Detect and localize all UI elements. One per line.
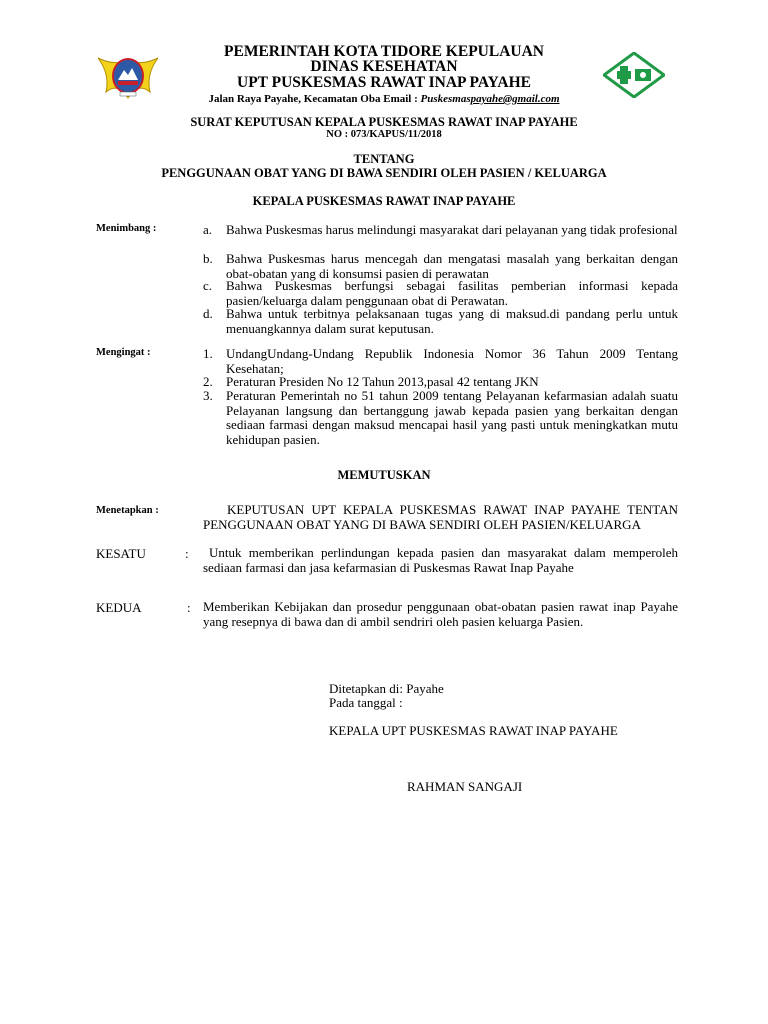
mengingat-label: Mengingat : — [96, 347, 151, 358]
kesatu-text: Untuk memberikan perlindungan kepada pasien dan masyarakat dalam memperoleh sediaan farmasi dan jasa kefarmasian di Puskesmas Rawat Inap Payahe — [203, 545, 678, 575]
decree-title: SURAT KEPUTUSAN KEPALA PUSKESMAS RAWAT INAP PAYAHE — [190, 115, 578, 129]
menimbang-marker-b: b. — [203, 251, 213, 266]
address-text: Jalan Raya Payahe, Kecamatan Oba Email : — [208, 93, 421, 105]
header-line-2: DINAS KESEHATAN — [310, 58, 458, 75]
puskesmas-logo — [603, 52, 665, 98]
menimbang-marker-d: d. — [203, 306, 213, 321]
mengingat-item-2: Peraturan Presiden No 12 Tahun 2013,pasal 42 tentang JKN — [226, 374, 539, 389]
mengingat-item-3: Peraturan Pemerintah no 51 tahun 2009 tentang Pelayanan kefarmasian adalah suatu Pelayanan langsung dan bertanggung jawab kepada pasien yang berkaitan dengan sediaan farmasi dengan maksud mencapai hasil yang pasti untuk meningkatkan mutu kehidupan pasien. — [226, 388, 678, 447]
signature-name: RAHMAN SANGAJI — [407, 779, 523, 794]
signature-date: Pada tanggal : — [329, 695, 403, 710]
kesatu-label: KESATU — [96, 546, 146, 561]
email-part-2: payahe@gmail.com — [470, 93, 560, 105]
email-part-1: Puskesmas — [420, 93, 471, 105]
tentang-heading: TENTANG — [353, 152, 415, 166]
menimbang-item-a: Bahwa Puskesmas harus melindungi masyarakat dari pelayanan yang tidak profesional — [226, 222, 678, 237]
decree-subject: PENGGUNAAN OBAT YANG DI BAWA SENDIRI OLEH PASIEN / KELUARGA — [161, 166, 607, 180]
mengingat-marker-3: 3. — [203, 388, 213, 403]
mengingat-marker-2: 2. — [203, 374, 213, 389]
header-line-1: PEMERINTAH KOTA TIDORE KEPULAUAN — [224, 43, 544, 60]
kesatu-colon: : — [185, 546, 189, 561]
mengingat-marker-1: 1. — [203, 346, 213, 361]
signature-position: KEPALA UPT PUSKESMAS RAWAT INAP PAYAHE — [329, 723, 618, 738]
kedua-colon: : — [187, 600, 191, 615]
email-text[interactable] — [421, 93, 560, 105]
decree-number: NO : 073/KAPUS/11/2018 — [326, 129, 442, 140]
kedua-text: Memberikan Kebijakan dan prosedur penggunaan obat-obatan pasien rawat inap Payahe yang resepnya di bawa dan di ambil sendriri oleh pasien keluarga Pasien. — [203, 599, 678, 629]
menimbang-item-b: Bahwa Puskesmas harus mencegah dan mengatasi masalah yang berkaitan dengan obat-obatan yang di konsumsi pasien di perawatan — [226, 251, 678, 281]
menimbang-marker-a: a. — [203, 222, 213, 237]
menetapkan-label: Menetapkan : — [96, 505, 159, 516]
menimbang-item-c: Bahwa Puskesmas berfungsi sebagai fasilitas pemberian informasi kepada pasien/keluarga dalam penggunaan obat di Perawatan. — [226, 278, 678, 308]
menimbang-item-d: Bahwa untuk terbitnya pelaksanaan tugas yang di maksud.di pandang perlu untuk menuangkannya dalam surat keputusan. — [226, 306, 678, 336]
kedua-label: KEDUA — [96, 600, 142, 615]
menimbang-marker-c: c. — [203, 278, 213, 293]
signature-place: Ditetapkan di: Payahe — [329, 681, 444, 696]
header-line-3: UPT PUSKESMAS RAWAT INAP PAYAHE — [237, 74, 531, 91]
menimbang-label: Menimbang : — [96, 223, 157, 234]
kepala-heading: KEPALA PUSKESMAS RAWAT INAP PAYAHE — [252, 194, 516, 208]
header-address — [140, 93, 628, 105]
memutuskan-heading: MEMUTUSKAN — [337, 468, 431, 482]
menetapkan-text: KEPUTUSAN UPT KEPALA PUSKESMAS RAWAT INAP PAYAHE TENTAN PENGGUNAAN OBAT YANG DI BAWA SENDIRI OLEH PASIEN/KELUARGA — [203, 502, 678, 532]
mengingat-item-1: UndangUndang-Undang Republik Indonesia Nomor 36 Tahun 2009 Tentang Kesehatan; — [226, 346, 678, 376]
